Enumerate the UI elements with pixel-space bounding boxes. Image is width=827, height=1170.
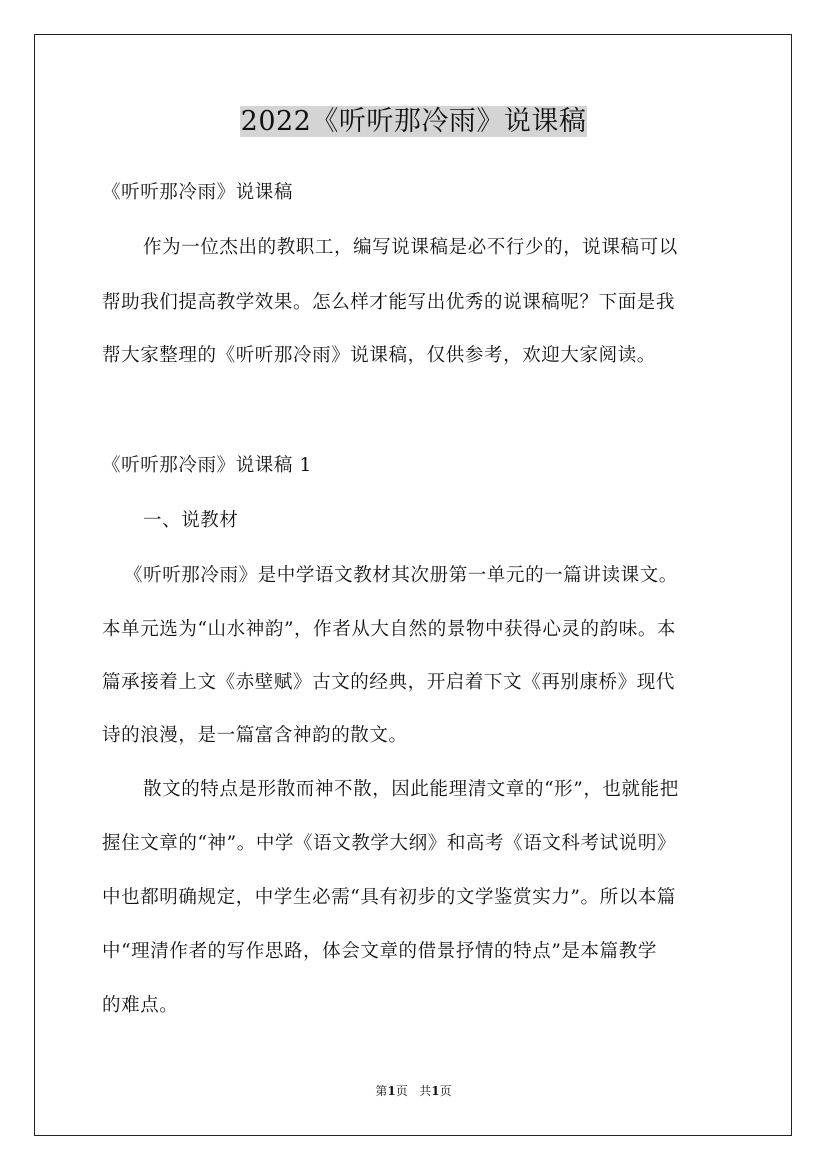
page-total: 1 bbox=[431, 1084, 440, 1098]
para1-line-4: 诗的浪漫，是一篇富含神韵的散文。 bbox=[102, 725, 408, 746]
document-title: 2022《听听那冷雨》说课稿 bbox=[240, 106, 587, 137]
intro-line-2: 帮助我们提高教学效果。怎么样才能写出优秀的说课稿呢？下面是我 bbox=[102, 292, 676, 313]
document-title-block bbox=[0, 103, 827, 141]
document-subtitle: 《听听那冷雨》说课稿 bbox=[102, 182, 294, 203]
total-prefix: 共 bbox=[419, 1084, 432, 1098]
para2-line-4: 中“理清作者的写作思路，体会文章的借景抒情的特点”是本篇教学 bbox=[102, 941, 657, 962]
page-prefix: 第 bbox=[375, 1084, 388, 1098]
total-suffix: 页 bbox=[439, 1084, 452, 1098]
page-footer bbox=[0, 1083, 827, 1099]
intro-line-1: 作为一位杰出的教职工，编写说课稿是必不行少的，说课稿可以 bbox=[143, 237, 678, 258]
section-title: 《听听那冷雨》说课稿 1 bbox=[102, 455, 312, 476]
para1-line-1: 《听听那冷雨》是中学语文教材其次册第一单元的一篇讲读课文。 bbox=[124, 565, 678, 586]
para2-line-5: 的难点。 bbox=[102, 995, 179, 1016]
para2-line-1: 散文的特点是形散而神不散，因此能理清文章的“形”，也就能把 bbox=[143, 779, 679, 800]
page-suffix: 页 bbox=[395, 1084, 408, 1098]
para1-line-2: 本单元选为“山水神韵”，作者从大自然的景物中获得心灵的韵味。本 bbox=[102, 619, 677, 640]
para2-line-2: 握住文章的“神”。中学《语文教学大纲》和高考《语文科考试说明》 bbox=[102, 833, 677, 854]
intro-line-3: 帮大家整理的《听听那冷雨》说课稿，仅供参考，欢迎大家阅读。 bbox=[102, 345, 656, 366]
para1-line-3: 篇承接着上文《赤壁赋》古文的经典，开启着下文《再别康桥》现代 bbox=[102, 672, 676, 693]
heading-teaching-material: 一、说教材 bbox=[143, 510, 239, 531]
page-current: 1 bbox=[387, 1084, 396, 1098]
para2-line-3: 中也都明确规定，中学生必需“具有初步的文学鉴赏实力”。所以本篇 bbox=[102, 887, 677, 908]
